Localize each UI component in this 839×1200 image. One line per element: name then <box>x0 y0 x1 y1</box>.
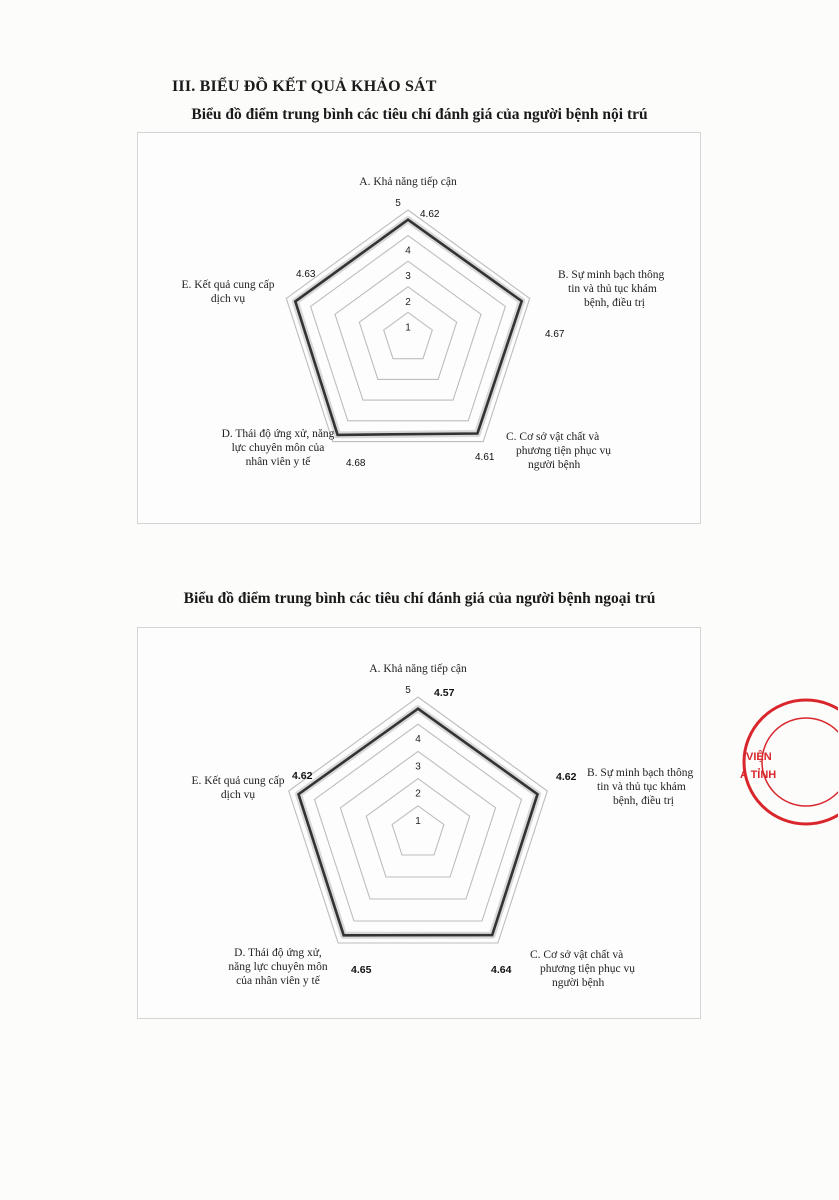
stamp-text-line1: VIỆN <box>746 751 772 763</box>
value-label-a: 4.62 <box>420 209 440 220</box>
category-label-c: C. Cơ sở vật chất và phương tiện phục vụ người bệnh <box>506 431 612 471</box>
stamp-text-line2: A TỈNH <box>740 769 777 781</box>
tick-label-3: 3 <box>405 271 411 283</box>
value-label-b: 4.62 <box>556 771 577 783</box>
tick-label-4: 4 <box>405 245 411 257</box>
tick-label-4: 4 <box>415 734 421 746</box>
chart-title-inpatient: Biểu đồ điểm trung bình các tiêu chí đánh giá của người bệnh nội trú <box>191 106 648 123</box>
radar-svg-inpatient <box>138 133 700 523</box>
tick-label-3: 3 <box>415 761 421 773</box>
category-label-d: D. Thái độ ứng xử, năng lực chuyên môn của nhân viên y tế <box>228 947 328 987</box>
value-label-c: 4.61 <box>475 452 495 463</box>
category-label-a: A. Khả năng tiếp cận <box>369 663 467 675</box>
value-label-e: 4.62 <box>292 770 313 782</box>
category-label-a: A. Khả năng tiếp cận <box>359 176 457 188</box>
category-label-b: B. Sự minh bạch thông tin và thủ tục khám bệnh, điều trị <box>587 767 694 807</box>
category-label-e: E. Kết quả cung cấp dịch vụ <box>191 775 285 801</box>
section-title: III. BIỂU ĐỒ KẾT QUẢ KHẢO SÁT <box>172 78 437 95</box>
radar-chart-inpatient <box>137 132 701 524</box>
tick-label-1: 1 <box>415 815 421 827</box>
value-label-b: 4.67 <box>545 329 565 340</box>
value-label-a: 4.57 <box>434 687 455 699</box>
stamp-seal <box>738 690 838 840</box>
tick-label-2: 2 <box>405 296 411 308</box>
tick-label-1: 1 <box>405 322 411 334</box>
category-label-d: D. Thái độ ứng xử, năng lực chuyên môn của nhân viên y tế <box>221 428 335 468</box>
chart-title-outpatient: Biểu đồ điểm trung bình các tiêu chí đánh giá của người bệnh ngoại trú <box>183 590 656 607</box>
tick-label-2: 2 <box>415 788 421 800</box>
value-label-d: 4.65 <box>351 964 372 976</box>
value-label-c: 4.64 <box>491 964 512 976</box>
grid-ring-1 <box>392 806 444 855</box>
tick-label-5: 5 <box>395 198 401 209</box>
tick-label-5: 5 <box>405 685 411 696</box>
category-label-e: E. Kết quả cung cấp dịch vụ <box>181 279 275 305</box>
radar-chart-outpatient <box>137 627 701 1019</box>
official-stamp <box>738 690 838 840</box>
value-label-e: 4.63 <box>296 269 316 280</box>
category-label-b: B. Sự minh bạch thông tin và thủ tục khám bệnh, điều trị <box>558 269 665 309</box>
radar-svg-outpatient <box>138 628 700 1018</box>
grid-ring-1 <box>384 312 433 358</box>
category-label-c: C. Cơ sở vật chất và phương tiện phục vụ người bệnh <box>530 949 636 989</box>
value-label-d: 4.68 <box>346 458 366 469</box>
